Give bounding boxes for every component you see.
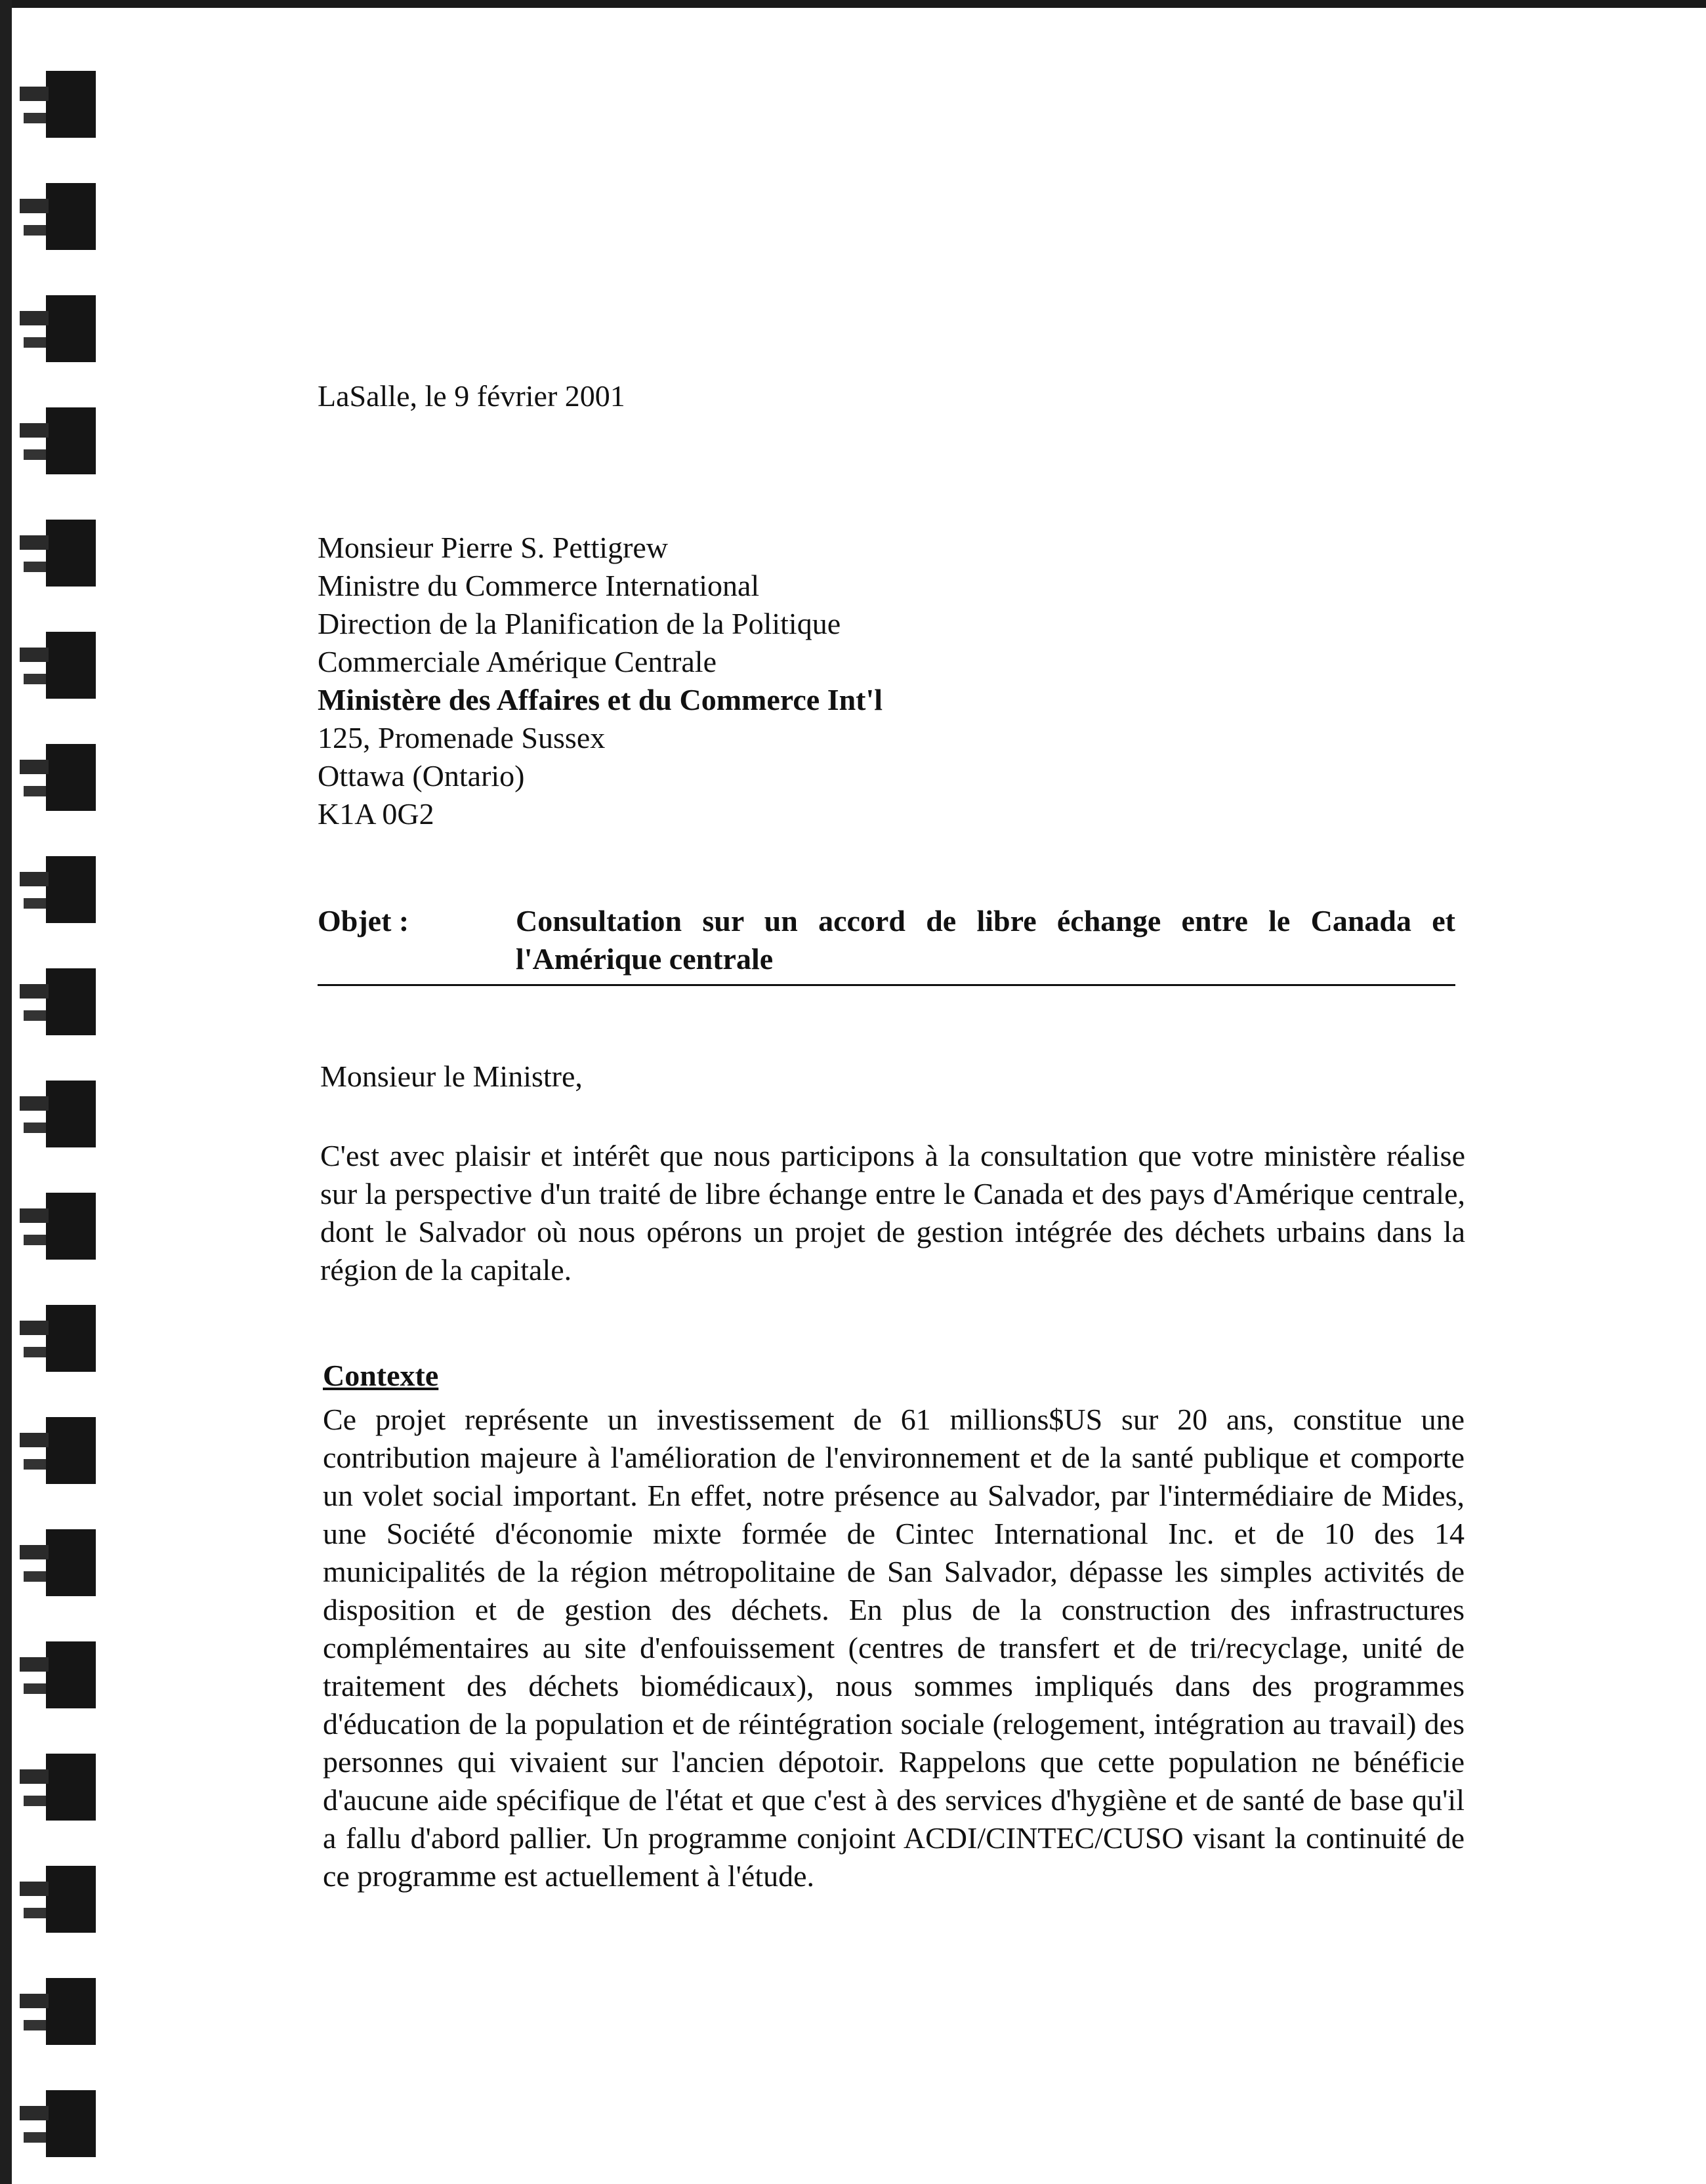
binding-ring bbox=[20, 1861, 97, 1938]
binding-ring-block bbox=[46, 968, 96, 1035]
binding-ring-wire bbox=[24, 1347, 46, 1357]
binding-ring-block bbox=[46, 1754, 96, 1821]
binding-ring bbox=[20, 66, 97, 143]
recipient-name: Monsieur Pierre S. Pettigrew bbox=[318, 531, 669, 564]
binding-ring-wire bbox=[20, 87, 49, 101]
binding-ring bbox=[20, 1748, 97, 1826]
binding-spine bbox=[0, 0, 12, 2184]
binding-ring-wire bbox=[24, 562, 46, 572]
binding-ring-wire bbox=[24, 898, 46, 909]
binding-ring bbox=[20, 851, 97, 928]
recipient-title: Ministre du Commerce International bbox=[318, 569, 760, 602]
binding-ring-wire bbox=[24, 1010, 46, 1021]
recipient-direction-2: Commerciale Amérique Centrale bbox=[318, 645, 717, 678]
binding-ring-wire bbox=[20, 1657, 49, 1672]
binding-ring bbox=[20, 1636, 97, 1714]
context-paragraph: Ce projet représente un investissement de 61 millions$US sur 20 ans, constitue une contribution majeure à l'amélioration de l'environnement et de la santé publique et comporte un volet social important. En effet, notre présence au Salvador, par l'intermédiaire de Mides, une Société d'économie mixte formée de Cintec International Inc. et de 10 des 14 municipalités de la région métropolitaine de San Salvador, dépasse les simples activités de disposition et de gestion des déchets. En plus de la construction des infrastructures complémentaires au site d'enfouissement (centres de transfert et de tri/recyclage, unité de traitement des déchets biomédicaux), nous sommes impliqués dans des programmes d'éducation de la population et de réintégration sociale (relogement, intégration au travail) des personnes qui vivaient sur l'ancien dépotoir. Rappelons que cette population ne bénéficie d'aucune aide spécifique de l'état et que c'est à des services d'hygiène et de santé de base qu'il a fallu d'abord pallier. Un programme conjoint ACDI/CINTEC/CUSO visant la continuité de ce programme est actuellement à l'étude. bbox=[323, 1403, 1465, 1893]
binding-ring-wire bbox=[20, 199, 49, 213]
binding-ring-wire bbox=[24, 1571, 46, 1582]
binding-ring bbox=[20, 1075, 97, 1153]
subject-text: Consultation sur un accord de libre échange entre le Canada et l'Amérique centrale bbox=[516, 904, 1455, 976]
binding-ring-block bbox=[46, 71, 96, 138]
binding-ring-wire bbox=[24, 2132, 46, 2143]
binding-ring-wire bbox=[24, 1459, 46, 1470]
spiral-binding bbox=[0, 0, 105, 2184]
binding-ring-wire bbox=[20, 1096, 49, 1111]
recipient-address bbox=[318, 529, 1433, 833]
binding-ring-wire bbox=[24, 1683, 46, 1694]
binding-ring-block bbox=[46, 520, 96, 587]
binding-ring-block bbox=[46, 1866, 96, 1933]
recipient-direction-1: Direction de la Planification de la Politique bbox=[318, 607, 841, 640]
binding-ring bbox=[20, 514, 97, 592]
binding-ring-wire bbox=[20, 1994, 49, 2008]
binding-ring bbox=[20, 627, 97, 704]
binding-ring bbox=[20, 1973, 97, 2050]
binding-ring-wire bbox=[24, 113, 46, 123]
binding-ring bbox=[20, 739, 97, 816]
binding-ring-wire bbox=[20, 760, 49, 774]
subject-label: Objet : bbox=[318, 904, 409, 937]
binding-ring-wire bbox=[20, 1882, 49, 1896]
binding-ring-wire bbox=[20, 535, 49, 550]
date-line: LaSalle, le 9 février 2001 bbox=[318, 379, 625, 413]
binding-ring-block bbox=[46, 183, 96, 250]
binding-ring-wire bbox=[24, 449, 46, 460]
binding-ring-block bbox=[46, 1978, 96, 2045]
binding-ring-wire bbox=[20, 872, 49, 886]
binding-ring-wire bbox=[20, 1545, 49, 1559]
binding-ring-wire bbox=[24, 2020, 46, 2030]
binding-ring-wire bbox=[24, 1123, 46, 1133]
binding-ring-wire bbox=[24, 225, 46, 236]
binding-ring-wire bbox=[20, 2106, 49, 2120]
binding-ring-wire bbox=[20, 1433, 49, 1447]
binding-ring-block bbox=[46, 1529, 96, 1596]
binding-ring-block bbox=[46, 1081, 96, 1147]
binding-ring-block bbox=[46, 856, 96, 923]
binding-ring bbox=[20, 1300, 97, 1377]
section-title-contexte: Contexte bbox=[323, 1359, 439, 1392]
salutation: Monsieur le Ministre, bbox=[320, 1060, 583, 1093]
subject-underline-rule bbox=[318, 984, 1455, 986]
binding-ring bbox=[20, 178, 97, 255]
binding-ring bbox=[20, 1412, 97, 1489]
binding-ring-block bbox=[46, 2090, 96, 2157]
binding-ring bbox=[20, 963, 97, 1040]
binding-ring-wire bbox=[24, 1908, 46, 1918]
binding-ring-wire bbox=[20, 311, 49, 325]
binding-ring-block bbox=[46, 295, 96, 362]
binding-ring-wire bbox=[24, 674, 46, 684]
recipient-postal-code: K1A 0G2 bbox=[318, 797, 434, 831]
binding-ring-wire bbox=[24, 1796, 46, 1806]
binding-ring bbox=[20, 1524, 97, 1601]
binding-ring-block bbox=[46, 1193, 96, 1260]
binding-ring-wire bbox=[20, 1321, 49, 1335]
binding-ring bbox=[20, 2085, 97, 2162]
binding-ring-wire bbox=[20, 984, 49, 999]
scan-top-edge bbox=[0, 0, 1706, 8]
binding-ring-block bbox=[46, 407, 96, 474]
binding-ring-wire bbox=[20, 1208, 49, 1223]
binding-ring-wire bbox=[24, 786, 46, 796]
binding-ring-wire bbox=[24, 337, 46, 348]
binding-ring-block bbox=[46, 1641, 96, 1708]
binding-ring-block bbox=[46, 632, 96, 699]
binding-ring bbox=[20, 290, 97, 367]
binding-ring bbox=[20, 1187, 97, 1265]
binding-ring bbox=[20, 402, 97, 480]
binding-ring-block bbox=[46, 744, 96, 811]
recipient-street: 125, Promenade Sussex bbox=[318, 721, 606, 754]
binding-ring-wire bbox=[20, 648, 49, 662]
binding-ring-wire bbox=[20, 1769, 49, 1784]
intro-paragraph: C'est avec plaisir et intérêt que nous participons à la consultation que votre ministère réalise sur la perspective d'un traité de libre échange entre le Canada et des pays d'Amérique centrale, dont le Salvador où nous opérons un projet de gestion intégrée des déchets urbains dans la région de la capitale. bbox=[320, 1139, 1465, 1287]
binding-ring-block bbox=[46, 1305, 96, 1372]
binding-ring-wire bbox=[20, 423, 49, 438]
binding-ring-block bbox=[46, 1417, 96, 1484]
binding-ring-wire bbox=[24, 1235, 46, 1245]
recipient-ministry: Ministère des Affaires et du Commerce Int'l bbox=[318, 683, 883, 716]
recipient-city: Ottawa (Ontario) bbox=[318, 759, 525, 793]
